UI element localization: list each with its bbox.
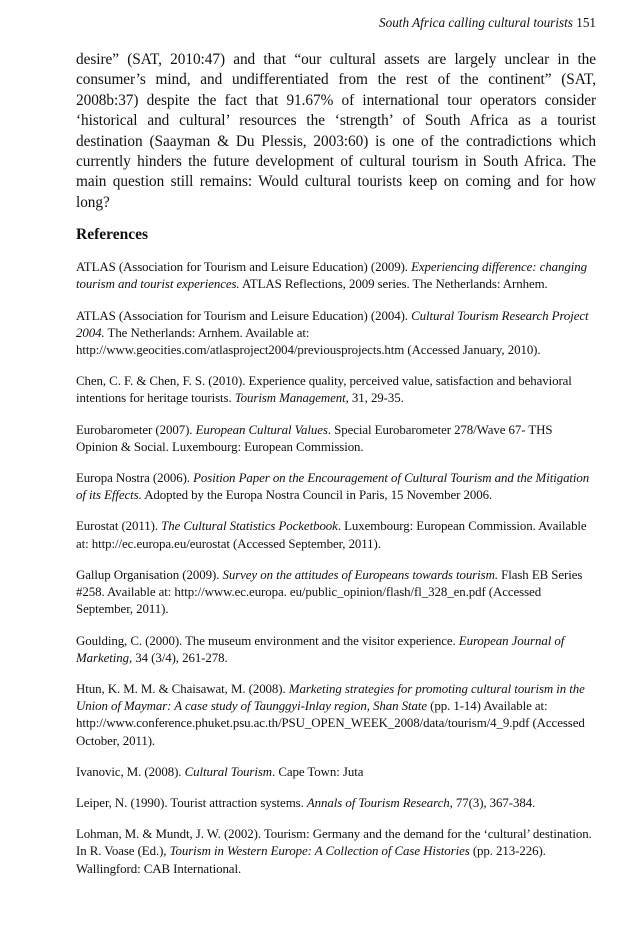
running-title: South Africa calling cultural tourists xyxy=(379,15,573,30)
reference-item: Leiper, N. (1990). Tourist attraction systems. Annals of Tourism Research, 77(3), 367-384. xyxy=(76,795,536,810)
page-number: 151 xyxy=(576,15,596,30)
reference-item: Gallup Organisation (2009). Survey on the attitudes of Europeans towards tourism. Flash EB Series #258. Available at: http://www.ec.europa. eu/public_opinion/flash/fl_328_en.pdf (Accessed September, 2011). xyxy=(76,567,583,617)
reference-item: ATLAS (Association for Tourism and Leisure Education) (2009). Experiencing difference: changing tourism and tourist experiences. ATLAS Reflections, 2009 series. The Netherlands: Arnhem. xyxy=(76,260,587,292)
running-head xyxy=(76,14,596,32)
reference-item: Htun, K. M. M. & Chaisawat, M. (2008). Marketing strategies for promoting cultural tourism in the Union of Maymar: A case study of Taunggyi-Inlay region, Shan State (pp. 1-14) Available at: http://www.conference.phuket.psu.ac.th/PSU_OPEN_WEEK_2008/data/tourism/4_9.pdf (Accessed October, 2011). xyxy=(76,681,585,748)
reference-list xyxy=(76,259,596,877)
page xyxy=(76,14,596,878)
reference-item: ATLAS (Association for Tourism and Leisure Education) (2004). Cultural Tourism Research Project 2004. The Netherlands: Arnhem. Available at: http://www.geocities.com/atlasproject2004/previousprojects.htm (Accessed January, 2010). xyxy=(76,308,589,358)
reference-item: Chen, C. F. & Chen, F. S. (2010). Experience quality, perceived value, satisfaction and behavioral intentions for heritage tourists. Tourism Management, 31, 29-35. xyxy=(76,374,572,406)
reference-item: Lohman, M. & Mundt, J. W. (2002). Tourism: Germany and the demand for the ‘cultural’ destination. In R. Voase (Ed.), Tourism in Western Europe: A Collection of Case Histories (pp. 213-226). Wallingford: CAB International. xyxy=(76,827,592,876)
references-heading: References xyxy=(76,226,149,244)
reference-item: Eurobarometer (2007). European Cultural Values. Special Eurobarometer 278/Wave 67- THS Opinion & Social. Luxembourg: European Commission. xyxy=(76,422,553,454)
reference-item: Eurostat (2011). The Cultural Statistics Pocketbook. Luxembourg: European Commission. Available at: http://ec.europa.eu/eurostat (Accessed September, 2011). xyxy=(76,519,587,551)
reference-item: Ivanovic, M. (2008). Cultural Tourism. Cape Town: Juta xyxy=(76,764,364,779)
reference-item: Goulding, C. (2000). The museum environment and the visitor experience. European Journal of Marketing, 34 (3/4), 261-278. xyxy=(76,633,565,665)
reference-item: Europa Nostra (2006). Position Paper on the Encouragement of Cultural Tourism and the Mitigation of its Effects. Adopted by the Europa Nostra Council in Paris, 15 November 2006. xyxy=(76,471,590,503)
body-paragraph: desire” (SAT, 2010:47) and that “our cultural assets are largely unclear in the consumer’s mind, and undifferentiated from the rest of the continent” (SAT, 2008b:37) despite the fact that 91.67% of international tour operators consider ‘historical and cultural’ resources the ‘strength’ of South Africa as a tourist destination (Saayman & Du Plessis, 2003:60) is one of the contradictions which currently hinders the future development of cultural tourism in South Africa. The main question still remains: Would cultural tourists keep on coming and for how long? xyxy=(76,51,596,211)
